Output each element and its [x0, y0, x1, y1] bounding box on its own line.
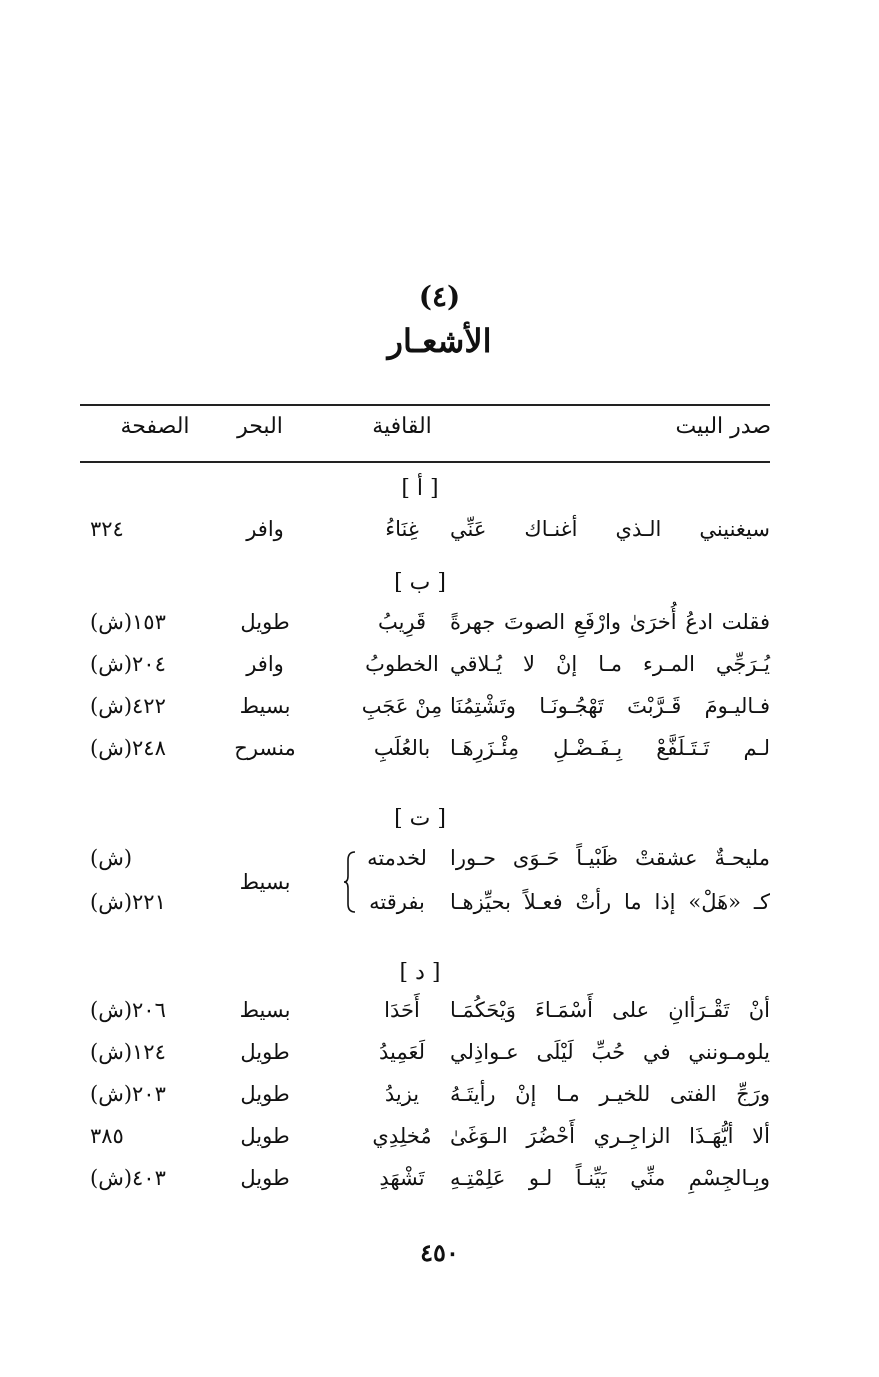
verse-opening: أنْ تَقْـرَأانِ على أَسْمَـاءَ وَيْحَكُمَـا — [450, 998, 770, 1022]
header-verse-opening: صدر البيت — [675, 414, 771, 439]
verse-opening: وبِـالجِسْمِ منِّي بَيِّنـاً لـو عَلِمْتِـهِ — [450, 1166, 770, 1190]
page-ref: ٢٠٣(ش) — [90, 1082, 166, 1106]
rhyme: الخطوبُ — [365, 652, 439, 676]
header-page: الصفحة — [120, 414, 190, 439]
table-row — [80, 1124, 770, 1164]
table-row — [80, 1040, 770, 1080]
rhyme: مِنْ عَجَبِ — [361, 694, 443, 718]
verse-opening: سيغنيني الـذي أغنـاك عَنِّي — [450, 517, 770, 541]
chapter-number: (٤) — [418, 280, 461, 313]
page-ref: ١٥٣(ش) — [90, 610, 166, 634]
page-ref: (ش) — [90, 846, 133, 870]
meter: طويل — [240, 1082, 290, 1106]
verse-opening: يُـرَجِّي المـرء مـا إنْ لا يُـلاقي — [450, 652, 770, 676]
meter: بسيط — [239, 870, 291, 894]
verse-opening: ألا أيُّهَـذَا الزاجِـري أَحْضُرَ الـوَغَىٰ — [450, 1124, 770, 1148]
rhyme: بفرقته — [369, 890, 425, 914]
table-row — [80, 694, 770, 734]
page-ref: ٤٠٣(ش) — [90, 1166, 166, 1190]
table-row — [80, 846, 770, 886]
table-row — [80, 652, 770, 692]
meter: منسرح — [234, 736, 296, 760]
table-row — [80, 1166, 770, 1206]
header-meter: البحر — [237, 414, 283, 439]
meter: طويل — [240, 1124, 290, 1148]
meter: وافر — [246, 517, 284, 541]
page-ref: ٢٢١(ش) — [90, 890, 166, 914]
meter: وافر — [246, 652, 284, 676]
meter: طويل — [240, 1166, 290, 1190]
verse-opening: مليحـةٌ عشقتْ ظَبْيـاً حَـوَى حـورا — [450, 846, 770, 870]
meter: طويل — [240, 1040, 290, 1064]
rhyme: تَشْهَدِ — [379, 1166, 425, 1190]
page-ref: ٢٠٤(ش) — [90, 652, 166, 676]
group-label-alif: [ أ ] — [401, 476, 439, 501]
rhyme: قَرِيبُ — [377, 610, 427, 634]
meter: طويل — [240, 610, 290, 634]
page-number: ٤٥٠ — [420, 1238, 459, 1267]
rhyme: أَحَدَا — [384, 998, 420, 1022]
table-row — [80, 890, 770, 930]
rhyme: لَعَمِيدُ — [378, 1040, 426, 1064]
verse-opening: يلومـونني في حُبِّ لَيْلَى عـواذِلي — [450, 1040, 770, 1064]
rhyme: بالعُلَبِ — [373, 736, 431, 760]
meter: بسيط — [239, 694, 291, 718]
group-label-ta: [ ت ] — [394, 806, 446, 831]
table-row — [80, 736, 770, 776]
table-top-rule — [80, 404, 770, 406]
rhyme: غِنَاءُ — [385, 517, 419, 541]
group-label-ba: [ ب ] — [394, 570, 446, 595]
page-ref: ٢٠٦(ش) — [90, 998, 166, 1022]
page-ref: ٢٤٨(ش) — [90, 736, 166, 760]
verse-opening: ورَجِّ الفتى للخيـر مـا إنْ رأيتَـهُ — [450, 1082, 770, 1106]
table-row — [80, 517, 770, 557]
rhyme: لخدمته — [367, 846, 427, 870]
table-row — [80, 998, 770, 1038]
chapter-title: الأشعـار — [387, 322, 492, 360]
table-row — [80, 610, 770, 650]
page-ref: ٣٨٥ — [90, 1124, 124, 1148]
brace-icon — [343, 850, 357, 914]
rhyme: مُخلِدِي — [372, 1124, 432, 1148]
page-ref: ٣٢٤ — [90, 517, 124, 541]
rhyme: يزيدُ — [384, 1082, 420, 1106]
verse-opening: فقلت ادعُ أُخرَىٰ وارْفَعِ الصوتَ جهرةً — [450, 610, 770, 634]
verse-opening: كـ «هَلْ» إذا ما رأتْ فعـلاً بحيِّزهـا — [450, 890, 770, 914]
table-row — [80, 1082, 770, 1122]
group-label-dal: [ د ] — [399, 960, 441, 985]
page-ref: ٤٢٢(ش) — [90, 694, 166, 718]
verse-opening: لـم تَـتَـلَفَّعْ بِـفَـضْـلِ مِئْـزَرِهَـا — [450, 736, 770, 760]
page-ref: ١٢٤(ش) — [90, 1040, 166, 1064]
table-header-rule — [80, 461, 770, 463]
header-rhyme: القافية — [372, 414, 432, 439]
meter: بسيط — [239, 998, 291, 1022]
verse-opening: فـاليـومَ قَـرَّبْتَ تَهْجُـونَـا وتَشْتِمُنَا — [450, 694, 770, 718]
